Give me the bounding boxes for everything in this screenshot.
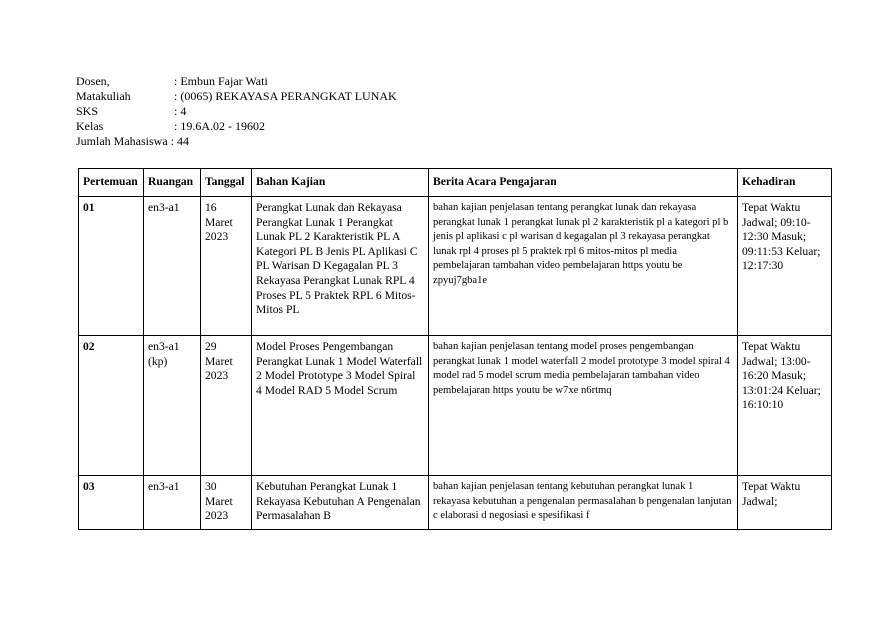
cell-bahan-kajian: Model Proses Pengembangan Perangkat Lunak 1 Model Waterfall 2 Model Prototype 3 Model Spiral 4 Model RAD 5 Model Scrum xyxy=(252,336,429,476)
table-row xyxy=(79,476,832,530)
header-tanggal: Tanggal xyxy=(201,169,252,197)
dosen-row xyxy=(76,74,397,89)
matakuliah-row xyxy=(76,89,397,104)
cell-tanggal: 16 Maret 2023 xyxy=(201,197,252,336)
table-row xyxy=(79,197,832,336)
dosen-value: : Embun Fajar Wati xyxy=(174,74,268,88)
cell-berita-acara: bahan kajian penjelasan tentang perangkat lunak dan rekayasa perangkat lunak 1 perangkat lunak pl 2 karakteristik pl a kategori pl b jenis pl aplikasi c pl warisan d kegagalan pl 3 rekayasa perangkat lunak rpl 4 proses pl 5 praktek rpl 6 mitos-mitos pl media pembelajaran tambahan video pembelajaran https youtu be zpyuj7gba1e xyxy=(429,197,738,336)
table-header-row xyxy=(79,169,832,197)
matakuliah-label: Matakuliah xyxy=(76,89,131,103)
cell-ruangan: en3-a1 xyxy=(144,197,201,336)
cell-berita-acara: bahan kajian penjelasan tentang model proses pengembangan perangkat lunak 1 model waterfall 2 model prototype 3 model spiral 4 model rad 5 model scrum media pembelajaran tambahan video pembelajaran https youtu be w7xe n6rtmq xyxy=(429,336,738,476)
attendance-table xyxy=(78,168,832,530)
cell-tanggal: 30 Maret 2023 xyxy=(201,476,252,530)
cell-pertemuan: 02 xyxy=(79,336,144,476)
header-pertemuan: Pertemuan xyxy=(79,169,144,197)
sks-value: : 4 xyxy=(174,104,187,118)
document-header xyxy=(76,74,397,149)
matakuliah-value: : (0065) REKAYASA PERANGKAT LUNAK xyxy=(174,89,397,103)
cell-tanggal: 29 Maret 2023 xyxy=(201,336,252,476)
jumlah-row xyxy=(76,134,397,149)
header-kehadiran: Kehadiran xyxy=(738,169,832,197)
table-row xyxy=(79,336,832,476)
sks-label: SKS xyxy=(76,104,99,118)
jumlah-value: : 44 xyxy=(170,134,189,148)
header-berita-acara: Berita Acara Pengajaran xyxy=(429,169,738,197)
cell-kehadiran: Tepat Waktu Jadwal; xyxy=(738,476,832,530)
sks-row xyxy=(76,104,397,119)
cell-bahan-kajian: Perangkat Lunak dan Rekayasa Perangkat Lunak 1 Perangkat Lunak PL 2 Karakteristik PL A Kategori PL B Jenis PL Aplikasi C PL Warisan D Kegagalan PL 3 Rekayasa Perangkat Lunak RPL 4 Proses PL 5 Praktek RPL 6 Mitos-Mitos PL xyxy=(252,197,429,336)
cell-ruangan: en3-a1 xyxy=(144,476,201,530)
jumlah-label: Jumlah Mahasiswa xyxy=(76,134,168,148)
cell-pertemuan: 03 xyxy=(79,476,144,530)
cell-ruangan: en3-a1 (kp) xyxy=(144,336,201,476)
kelas-row xyxy=(76,119,397,134)
dosen-label: Dosen, xyxy=(76,74,110,88)
cell-kehadiran: Tepat Waktu Jadwal; 09:10-12:30 Masuk; 09:11:53 Keluar; 12:17:30 xyxy=(738,197,832,336)
kelas-label: Kelas xyxy=(76,119,104,133)
cell-kehadiran: Tepat Waktu Jadwal; 13:00-16:20 Masuk; 13:01:24 Keluar; 16:10:10 xyxy=(738,336,832,476)
kelas-value: : 19.6A.02 - 19602 xyxy=(174,119,265,133)
cell-bahan-kajian: Kebutuhan Perangkat Lunak 1 Rekayasa Kebutuhan A Pengenalan Permasalahan B xyxy=(252,476,429,530)
header-ruangan: Ruangan xyxy=(144,169,201,197)
cell-pertemuan: 01 xyxy=(79,197,144,336)
header-bahan-kajian: Bahan Kajian xyxy=(252,169,429,197)
cell-berita-acara: bahan kajian penjelasan tentang kebutuhan perangkat lunak 1 rekayasa kebutuhan a pengenalan permasalahan b pengenalan lanjutan c elaborasi d negosiasi e spesifikasi f xyxy=(429,476,738,530)
